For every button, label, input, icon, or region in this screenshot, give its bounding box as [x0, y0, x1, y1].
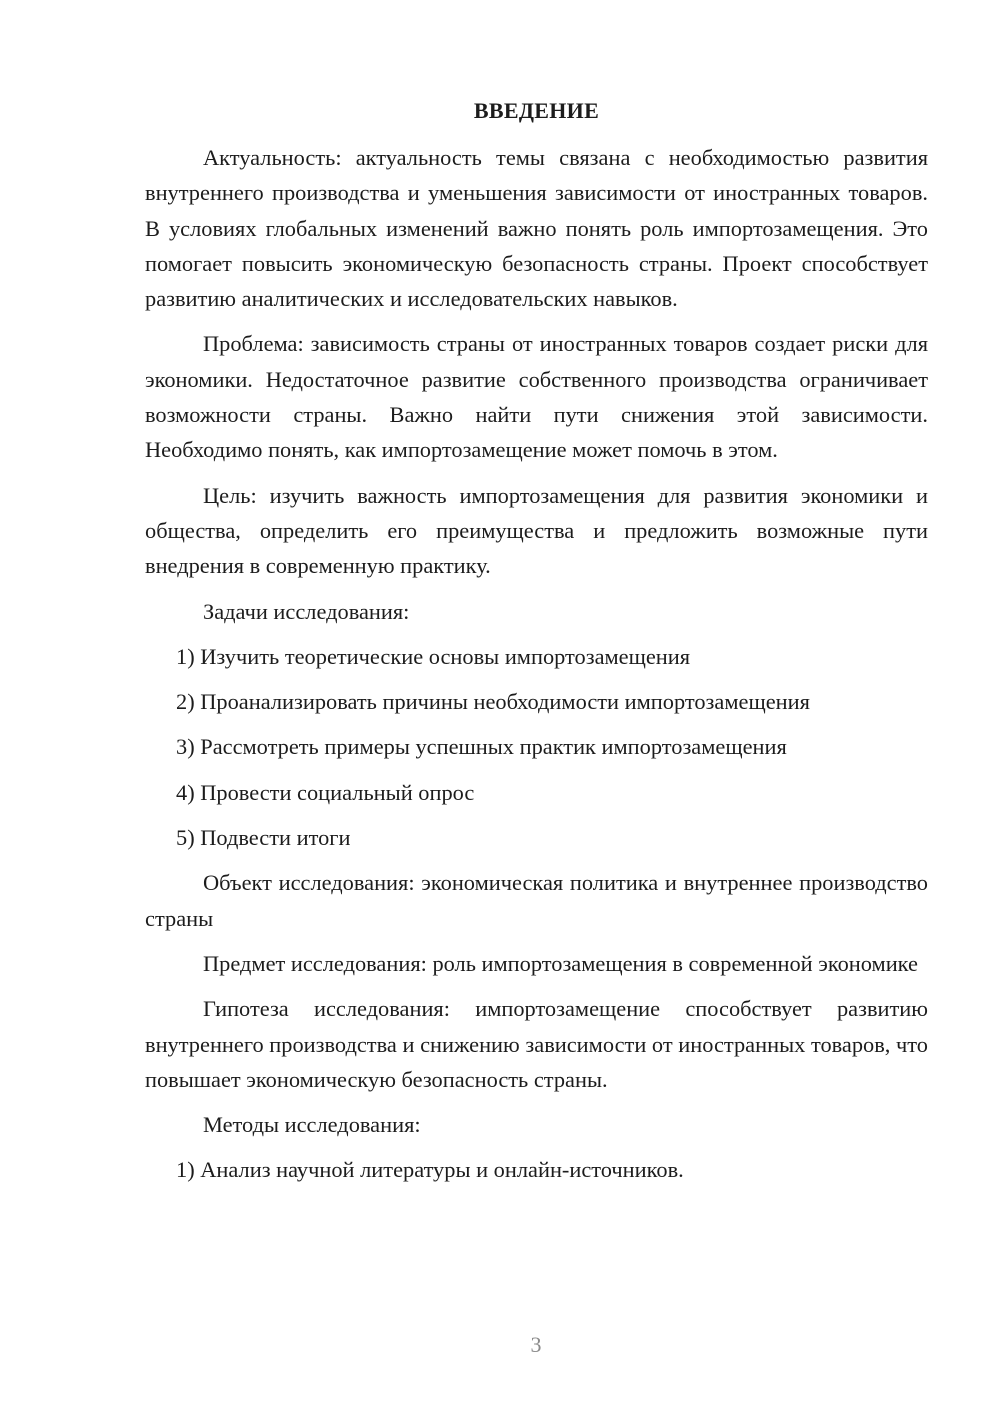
task-item: 4) Провести социальный опрос — [176, 779, 475, 805]
task-item: 2) Проанализировать причины необходимости импортозамещения — [176, 689, 810, 715]
task-item: 1) Изучить теоретические основы импортозамещения — [176, 643, 691, 669]
method-item: 1) Анализ научной литературы и онлайн-источников. — [176, 1157, 684, 1183]
subject-paragraph: Предмет исследования: роль импортозамещения в современной экономике — [203, 950, 918, 976]
methods-list — [145, 1152, 928, 1187]
page-number: 3 — [530, 1332, 542, 1357]
goal-paragraph: Цель: изучить важность импортозамещения для развития экономики и общества, определить его преимущества и предложить возможные пути внедрения в современную практику. — [145, 482, 928, 579]
tasks-list — [145, 639, 928, 855]
object-paragraph: Объект исследования: экономическая политика и внутреннее производство страны — [145, 870, 928, 931]
task-item: 3) Рассмотреть примеры успешных практик импортозамещения — [176, 734, 787, 760]
page-title: ВВЕДЕНИЕ — [473, 98, 600, 123]
page-content — [145, 96, 928, 1198]
task-item: 5) Подвести итоги — [176, 825, 351, 851]
methods-heading: Методы исследования: — [203, 1112, 421, 1138]
hypothesis-paragraph: Гипотеза исследования: импортозамещение способствует развитию внутреннего производства и снижению зависимости от иностранных товаров, что повышает экономическую безопасность страны. — [145, 996, 928, 1092]
tasks-heading: Задачи исследования: — [203, 598, 410, 624]
relevance-paragraph: Актуальность: актуальность темы связана с необходимостью развития внутреннего производства и уменьшения зависимости от иностранных товаров. В условиях глобальных изменений важно понять роль импортозамещения. Это помогает повысить экономическую безопасность страны. Проект способствует развитию аналитических и исследовательских навыков. — [145, 145, 928, 312]
problem-paragraph: Проблема: зависимость страны от иностранных товаров создает риски для экономики. Недостаточное развитие собственного производства ограничивает возможности страны. Важно найти пути снижения этой зависимости. Необходимо понять, как импортозамещение может помочь в этом. — [145, 331, 928, 463]
